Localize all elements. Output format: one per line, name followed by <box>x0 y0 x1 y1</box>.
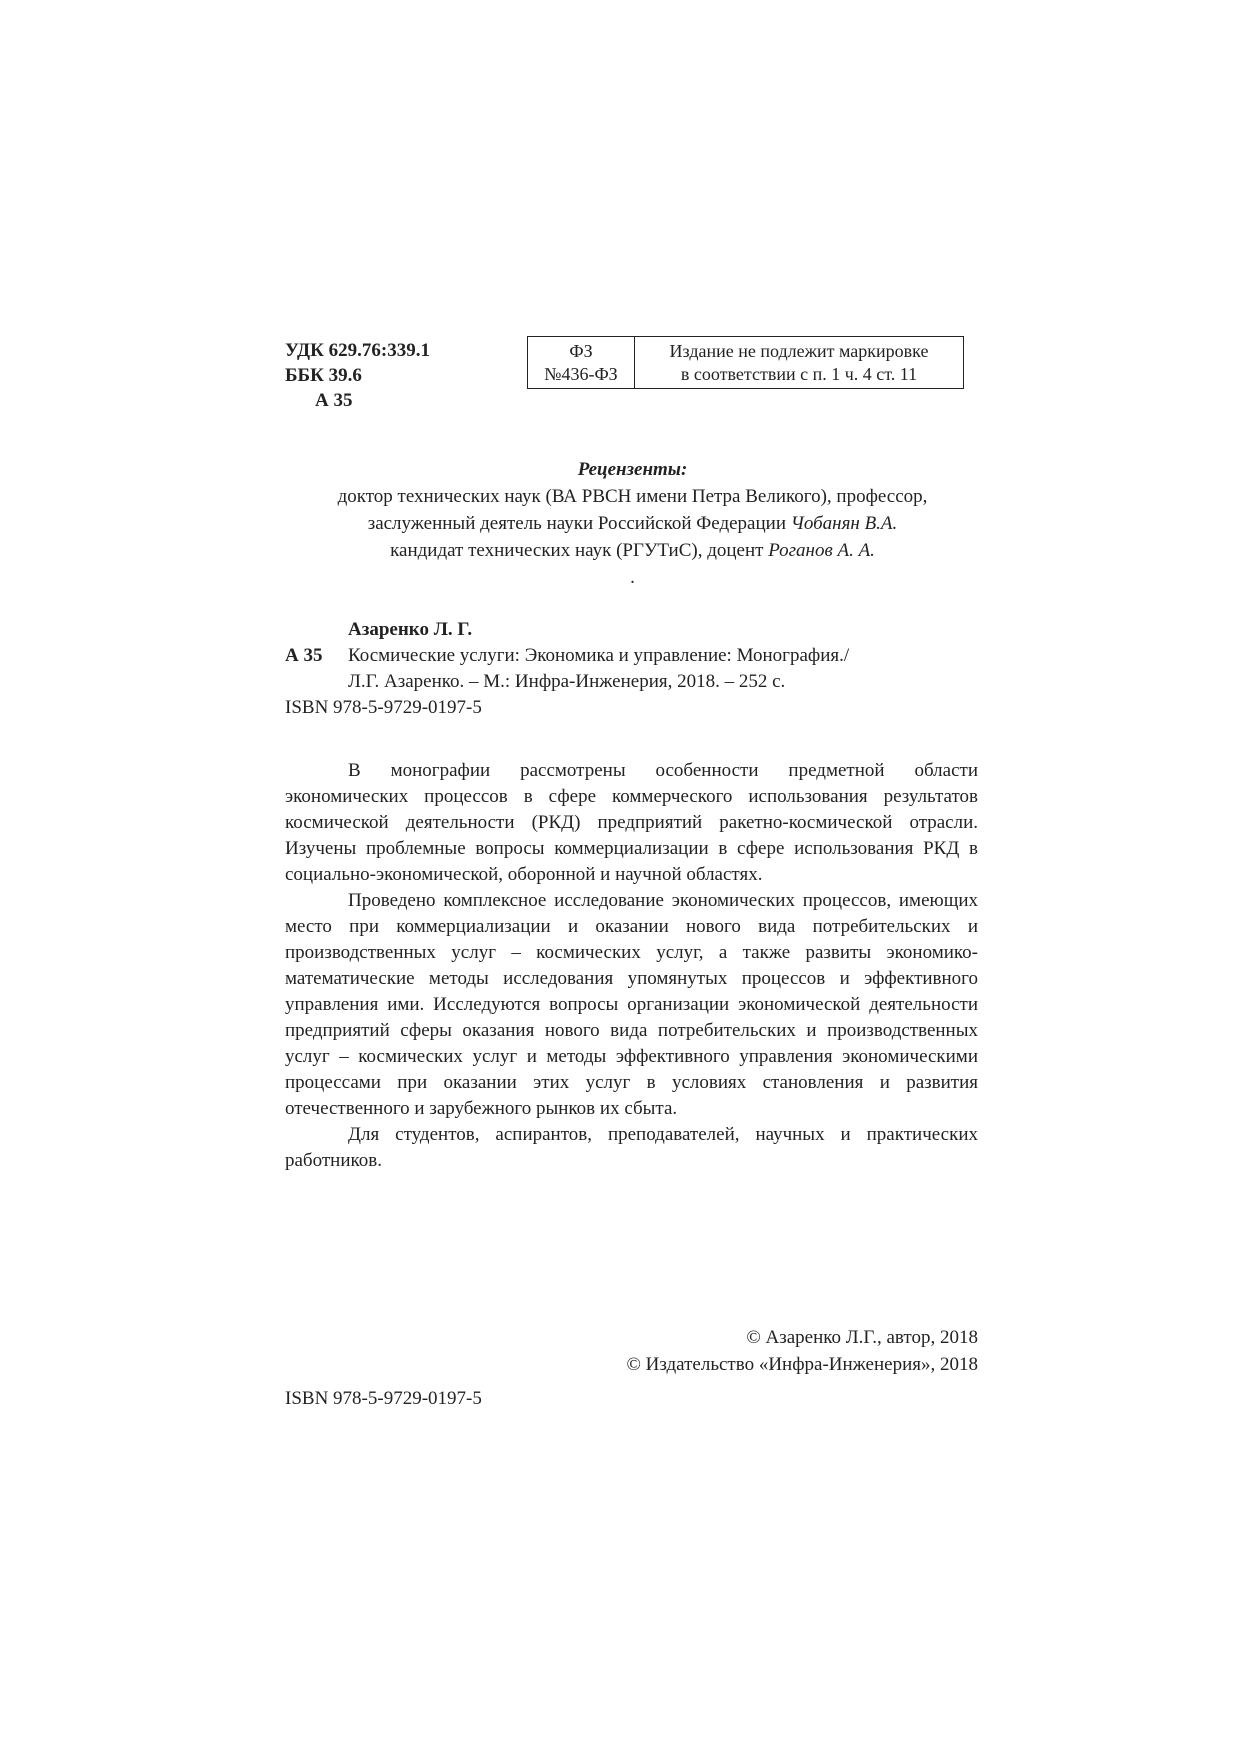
reviewer-name-2: Роганов А. А. <box>768 540 875 561</box>
reviewer-line-3-text: кандидат технических наук (РГУТиС), доцент <box>390 540 769 561</box>
udk-code: УДК 629.76:339.1 <box>285 340 430 361</box>
abstract-paragraph-1: В монографии рассмотрены особенности предметной области экономических процессов в сфере коммерческого использования результатов космической деятельности (РКД) предприятий ракетно-космической отрасли. Изучены проблемные вопросы коммерциализации в сфере использования РКД в социально-экономической, оборонной и научной областях. <box>285 760 978 885</box>
copyright-author: © Азаренко Л.Г., автор, 2018 <box>746 1327 978 1348</box>
reviewers-block <box>285 456 980 591</box>
reviewer-line-2 <box>285 510 980 537</box>
fz-notice-box <box>527 336 964 389</box>
copyright-publisher: © Издательство «Инфра-Инженерия», 2018 <box>626 1354 978 1375</box>
fz-text-cell <box>635 337 963 388</box>
fz-text-line2: в соответствии с п. 1 ч. 4 ст. 11 <box>680 363 918 384</box>
biblio-title-line <box>285 643 985 669</box>
abstract-paragraph-2: Проведено комплексное исследование экономических процессов, имеющих место при коммерциализации и оказании нового вида потребительских и производственных услуг – космических услуг, а также развиты экономико-математические методы исследования упомянутых процессов и эффективного управления ими. Исследуются вопросы организации экономической деятельности предприятий сферы оказания нового вида потребительских и производственных услуг – космических услуг и методы эффективного управления экономическими процессами при оказании этих услуг в условиях становления и развития отечественного и зарубежного рынков их сбыта. <box>285 890 978 1119</box>
fz-text-line1: Издание не подлежит маркировке <box>669 340 929 361</box>
biblio-author: Азаренко Л. Г. <box>348 619 473 640</box>
classification-codes <box>285 338 430 413</box>
fz-law-line2: №436-ФЗ <box>544 363 618 384</box>
reviewers-title: Рецензенты: <box>577 459 688 480</box>
copyright-block <box>560 1324 978 1378</box>
bbk-code: ББК 39.6 <box>285 365 362 386</box>
reviewer-line-3 <box>285 537 980 564</box>
isbn-bottom: ISBN 978-5-9729-0197-5 <box>285 1388 482 1409</box>
biblio-line-1: Космические услуги: Экономика и управление: Монография./ <box>348 645 850 666</box>
reviewers-dot: . <box>630 567 635 588</box>
bibliographic-record <box>285 617 985 721</box>
biblio-code: А 35 <box>285 645 323 666</box>
abstract <box>285 758 978 1174</box>
biblio-line-2: Л.Г. Азаренко. – М.: Инфра-Инженерия, 2018. – 252 с. <box>348 671 786 692</box>
abstract-paragraph-3: Для студентов, аспирантов, преподавателей, научных и практических работников. <box>285 1124 978 1171</box>
reviewer-line-2-text: заслуженный деятель науки Российской Федерации <box>367 513 791 534</box>
reviewer-line-1: доктор технических наук (ВА РВСН имени Петра Великого), профессор, <box>337 486 928 507</box>
author-mark: А 35 <box>315 390 353 411</box>
fz-law-cell <box>528 337 635 388</box>
reviewer-name-1: Чобанян В.А. <box>790 513 898 534</box>
biblio-isbn: ISBN 978-5-9729-0197-5 <box>285 697 482 718</box>
fz-law-line1: ФЗ <box>569 340 593 361</box>
